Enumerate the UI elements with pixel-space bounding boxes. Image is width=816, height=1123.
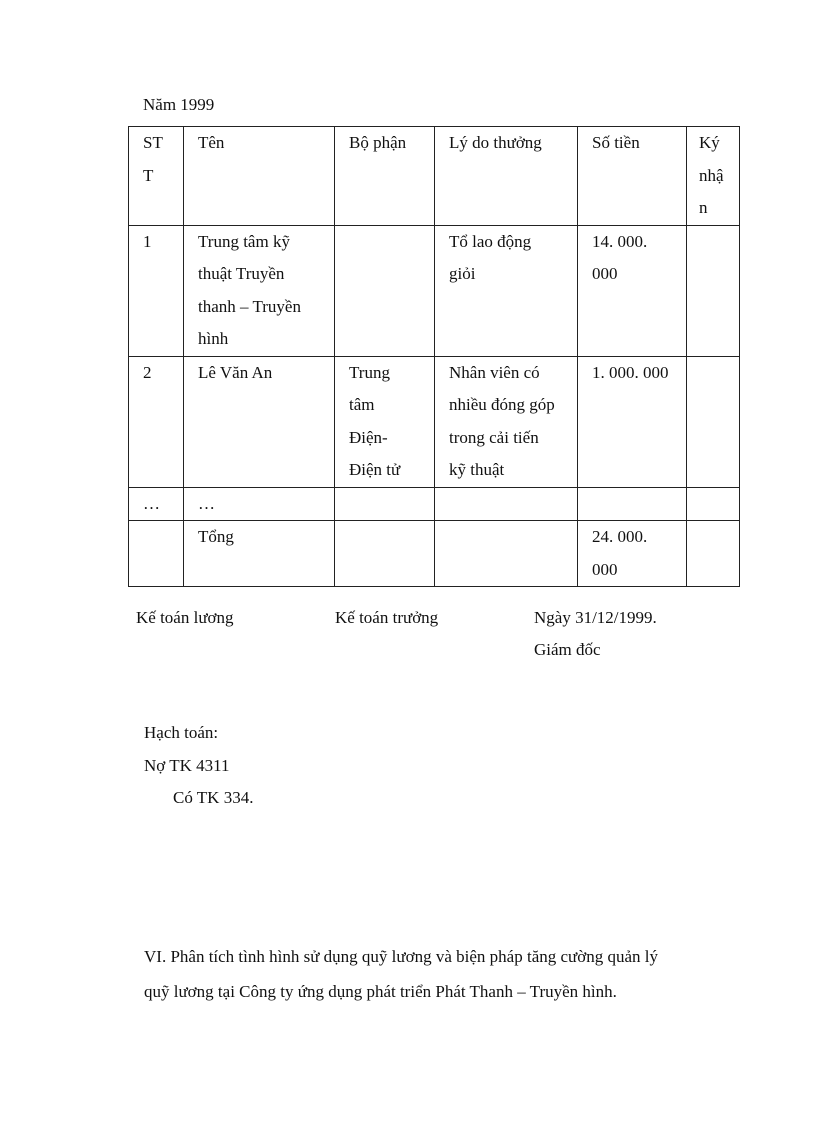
total-stt: [129, 521, 184, 587]
total-signature: [687, 521, 740, 587]
row-signature: [687, 356, 740, 487]
bonus-table: [128, 126, 740, 587]
credit-entry: Có TK 334.: [173, 788, 254, 807]
row-department: Trung tâm Điện- Điện tử: [335, 356, 435, 487]
row-stt: …: [129, 487, 184, 521]
header-reason: Lý do thưởng: [435, 127, 578, 226]
row-reason: Tổ lao động giỏi: [435, 225, 578, 356]
header-stt: ST T: [129, 127, 184, 226]
table-row: [129, 487, 740, 521]
row-name: Lê Văn An: [184, 356, 335, 487]
row-signature: [687, 487, 740, 521]
payroll-accountant-label: Kế toán lương: [136, 608, 234, 627]
row-signature: [687, 225, 740, 356]
header-signature: Ký nhậ n: [687, 127, 740, 226]
table-row: [129, 225, 740, 356]
total-department: [335, 521, 435, 587]
table-header-row: [129, 127, 740, 226]
section-vi-heading-line2: quỹ lương tại Công ty ứng dụng phát triển Phát Thanh – Truyền hình.: [144, 982, 617, 1001]
row-amount: 1. 000. 000: [578, 356, 687, 487]
row-reason: Nhân viên có nhiều đóng góp trong cải tiến kỹ thuật: [435, 356, 578, 487]
header-name: Tên: [184, 127, 335, 226]
director-label: Giám đốc: [534, 640, 601, 659]
signature-date: Ngày 31/12/1999.: [534, 608, 657, 627]
row-stt: 1: [129, 225, 184, 356]
row-amount: 14. 000. 000: [578, 225, 687, 356]
accounting-title: Hạch toán:: [144, 723, 219, 742]
row-department: [335, 487, 435, 521]
header-amount: Số tiền: [578, 127, 687, 226]
row-name: …: [184, 487, 335, 521]
total-amount: 24. 000. 000: [578, 521, 687, 587]
table-row: [129, 356, 740, 487]
header-department: Bộ phận: [335, 127, 435, 226]
row-reason: [435, 487, 578, 521]
row-amount: [578, 487, 687, 521]
table-total-row: [129, 521, 740, 587]
year-label: Năm 1999: [143, 95, 215, 114]
total-label: Tổng: [184, 521, 335, 587]
row-name: Trung tâm kỹ thuật Truyền thanh – Truyền hình: [184, 225, 335, 356]
section-vi-heading-line1: VI. Phân tích tình hình sử dụng quỹ lương và biện pháp tăng cường quản lý: [144, 947, 659, 966]
row-stt: 2: [129, 356, 184, 487]
chief-accountant-label: Kế toán trưởng: [335, 608, 439, 627]
row-department: [335, 225, 435, 356]
total-reason: [435, 521, 578, 587]
debit-entry: Nợ TK 4311: [144, 756, 230, 775]
